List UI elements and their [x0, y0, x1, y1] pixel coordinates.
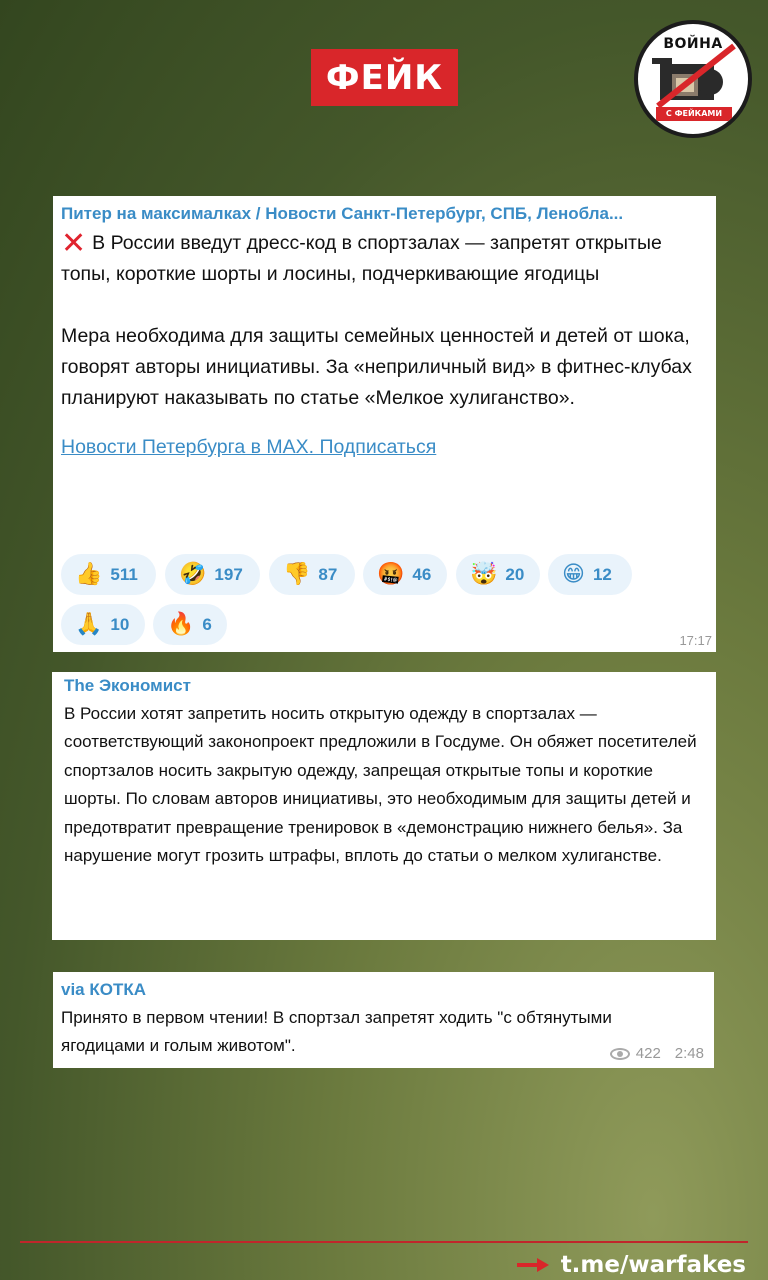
- channel-link[interactable]: t.me/warfakes: [560, 1252, 746, 1278]
- telegram-post-1: [53, 196, 716, 652]
- fire-icon: 🔥: [167, 612, 195, 637]
- telegram-post-3: [53, 972, 714, 1068]
- war-on-fakes-logo: [634, 20, 752, 138]
- reaction-fire[interactable]: [153, 604, 227, 645]
- reaction-pray[interactable]: [61, 604, 145, 645]
- footer-divider: [20, 1241, 748, 1243]
- view-count: 422: [635, 1045, 661, 1062]
- post-time: 17:17: [679, 633, 712, 648]
- post-headline: [61, 228, 706, 290]
- reaction-exploding-head[interactable]: [456, 554, 540, 595]
- cross-mark-icon: ✕: [61, 227, 87, 260]
- reaction-cursing[interactable]: [363, 554, 447, 595]
- reaction-count: 12: [592, 564, 612, 584]
- subscribe-link[interactable]: Новости Петербурга в MAX. Подписаться: [61, 436, 437, 458]
- post-body: Принято в первом чтении! В спортзал запретят ходить "с обтянутыми ягодицами и голым животом".: [61, 1008, 612, 1055]
- reaction-count: 46: [412, 564, 432, 584]
- post-body: В России хотят запретить носить открытую одежду в спортзалах — соответствующий законопроект предложили в Госдуме. Он обяжет посетителей спортзалов носить закрытую одежду, запрещая открытые топы и короткие шорты. По словам авторов инициативы, это необходимым для защиты детей и предотвратит превращение тренировок в «демонстрацию нижнего белья». За нарушение могут грозить штрафы, вплоть до статьи о мелком хулиганстве.: [64, 704, 697, 866]
- thumbs-down-icon: 👎: [283, 562, 311, 587]
- reaction-thumbs-down[interactable]: [269, 554, 355, 595]
- channel-name[interactable]: via КОТКА: [61, 980, 146, 999]
- logo-subtitle: С ФЕЙКАМИ: [656, 107, 732, 121]
- logo-title: ВОЙНА: [663, 36, 723, 52]
- channel-name[interactable]: The Экономист: [64, 676, 191, 695]
- headline-text: В России введут дресс-код в спортзалах — запретят открытые топы, короткие шорты и лосины, подчеркивающие ягодицы: [61, 232, 662, 285]
- reaction-count: 87: [318, 564, 338, 584]
- arrow-right-icon: [517, 1258, 551, 1272]
- reaction-count: 10: [110, 614, 130, 634]
- post-body: Мера необходима для защиты семейных ценностей и детей от шока, говорят авторы инициативы. За «неприличный вид» в фитнес-клубах планируют наказывать по статье «Мелкое хулиганство».: [61, 325, 692, 409]
- reaction-count: 511: [110, 564, 138, 584]
- pray-icon: 🙏: [75, 612, 103, 637]
- reaction-rofl[interactable]: [165, 554, 260, 595]
- post-time: 2:48: [674, 1045, 704, 1062]
- reaction-count: 6: [202, 614, 212, 634]
- reaction-count: 197: [214, 564, 243, 584]
- post-meta: [610, 1045, 704, 1062]
- telegram-post-2: [52, 672, 716, 940]
- reaction-count: 20: [505, 564, 525, 584]
- eye-icon: [610, 1048, 630, 1060]
- reaction-grin[interactable]: [548, 554, 632, 595]
- thumbs-up-icon: 👍: [75, 562, 103, 587]
- reaction-thumbs-up[interactable]: [61, 554, 156, 595]
- channel-name[interactable]: Питер на максималках / Новости Санкт-Петербург, СПБ, Ленобла...: [61, 204, 624, 223]
- cursing-face-icon: 🤬: [377, 562, 405, 587]
- rofl-icon: 🤣: [179, 562, 207, 587]
- grin-icon: 😁: [562, 562, 585, 587]
- exploding-head-icon: 🤯: [470, 562, 498, 587]
- footer: [517, 1250, 746, 1280]
- fake-badge: ФЕЙК: [311, 49, 458, 106]
